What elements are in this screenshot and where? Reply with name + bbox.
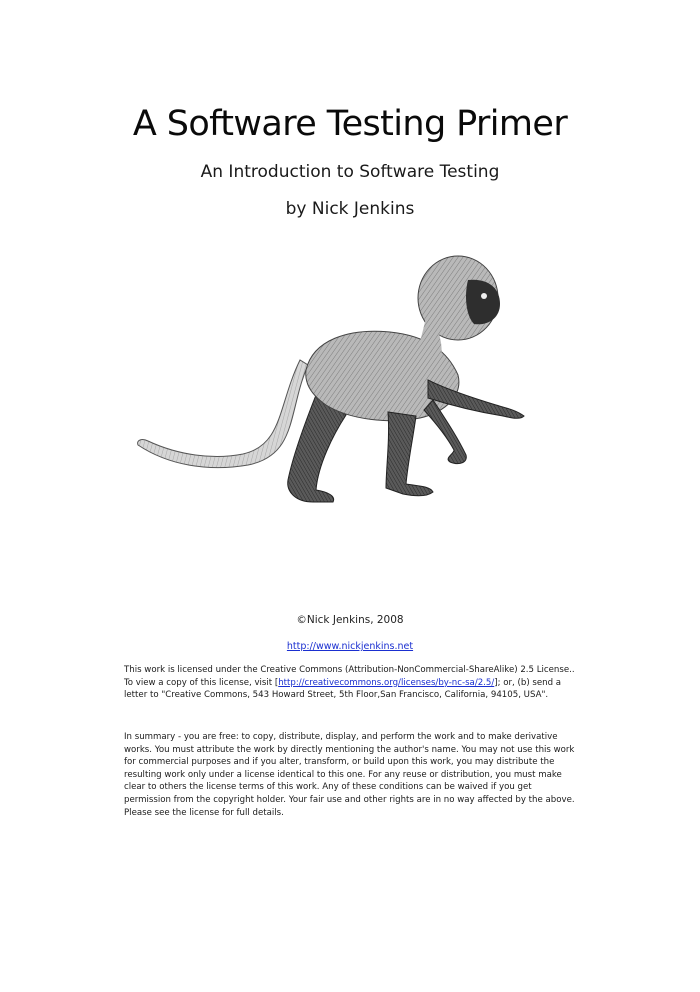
author-website-link[interactable]: http://www.nickjenkins.net	[286, 641, 414, 652]
license-text-end: ]; or, (b) send a letter to "Creative Commons, 543 Howard Street, 5th Floor,San Francisco, California, 94105, USA".	[124, 677, 562, 701]
document-author: by Nick Jenkins	[285, 199, 415, 219]
document-subtitle: An Introduction to Software Testing	[200, 162, 500, 182]
copyright-notice: ©Nick Jenkins, 2008	[296, 614, 404, 626]
summary-paragraph: In summary - you are free: to copy, distribute, display, and perform the work and to make derivative works. You must attribute the work by directly mentioning the author's name. You may not use this work for commercial purposes and if you alter, transform, or build upon this work, you may distribute the resulting work only under a license identical to this one. For any reuse or distribution, you must make clear to others the license terms of this work. Any of these conditions can be waived if you get permission from the copyright holder. Your fair use and other rights are in no way affected by the above. Please see the license for full details.	[124, 732, 575, 818]
license-paragraph	[124, 664, 580, 702]
license-url-link[interactable]: http://creativecommons.org/licenses/by-nc-sa/2.5/	[278, 677, 495, 688]
license-text-start: This work is licensed under the Creative Commons (Attribution-NonCommercial-ShareAlike) 2.5 License.. To view a copy of this license, visit [	[124, 665, 575, 688]
document-title: A Software Testing Primer	[132, 104, 568, 144]
walking-monkey-illustration	[128, 240, 538, 515]
